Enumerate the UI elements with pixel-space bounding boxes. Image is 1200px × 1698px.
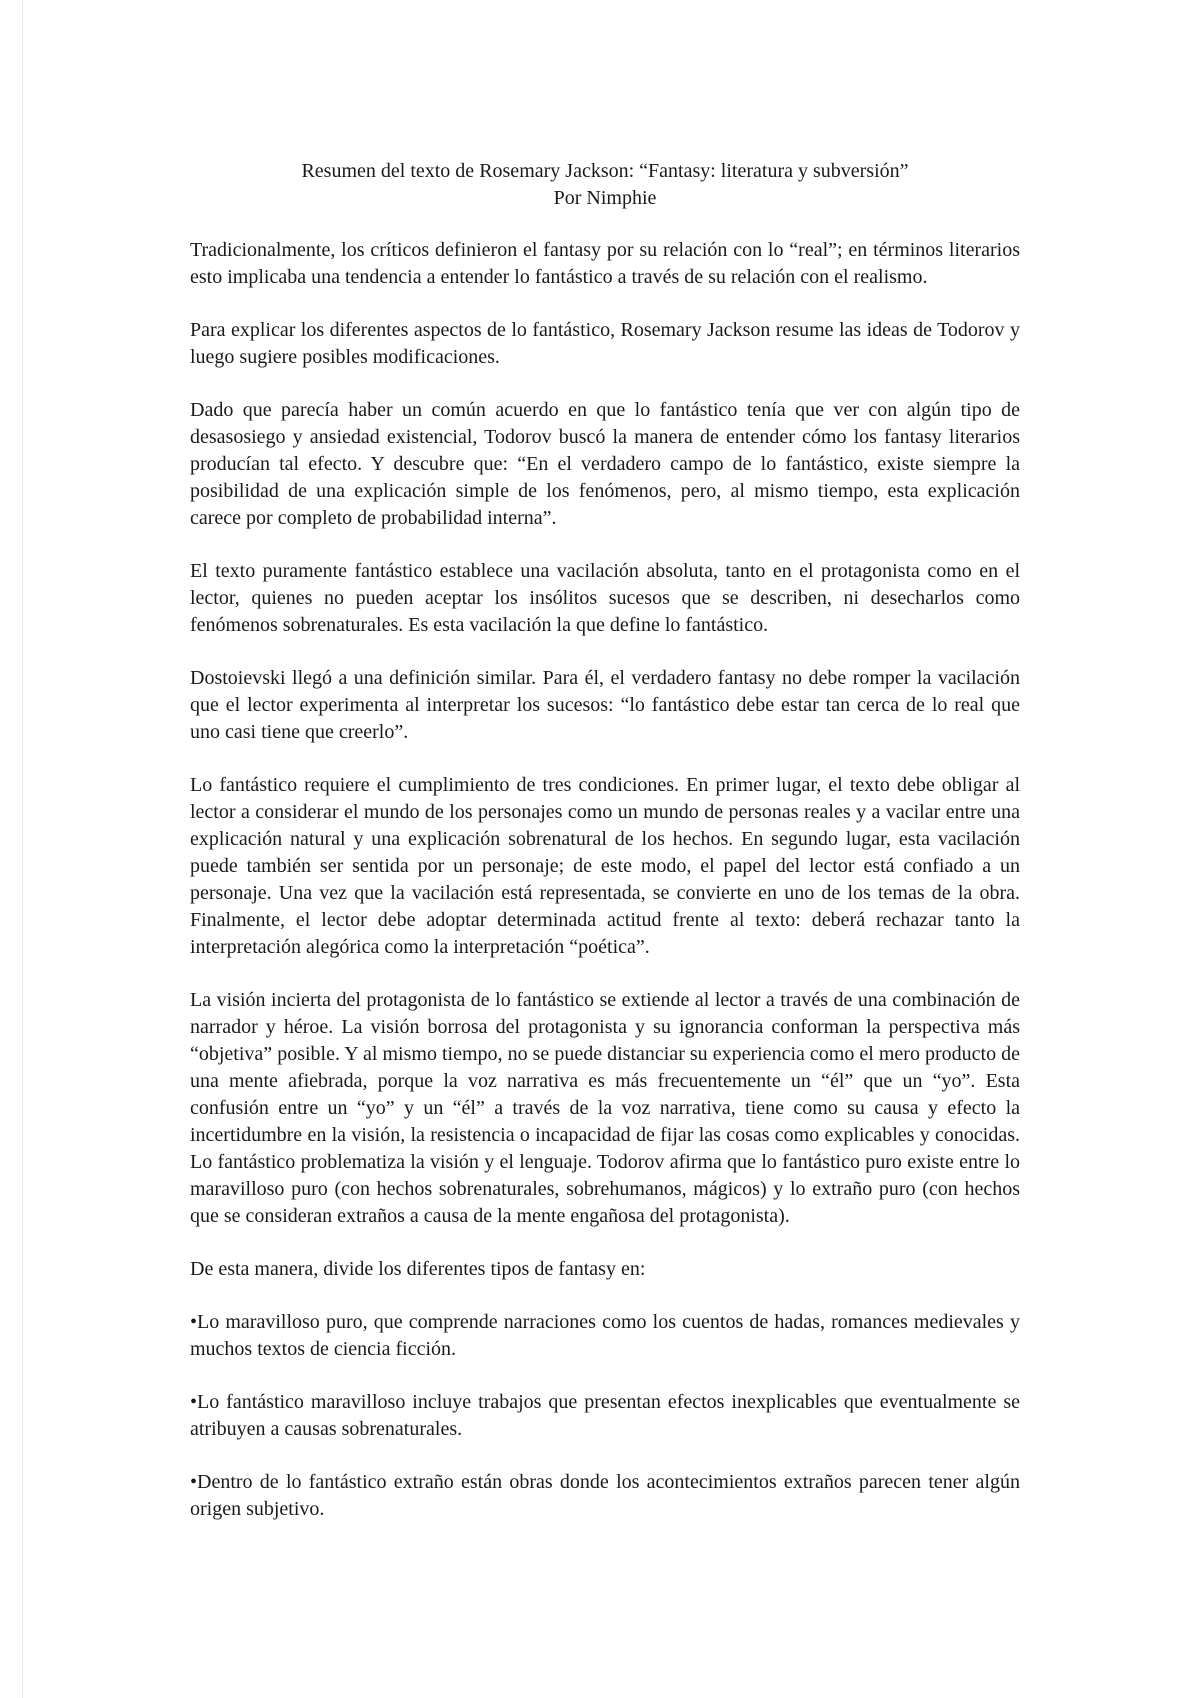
document-title: Resumen del texto de Rosemary Jackson: “Fantasy: literatura y subversión” (301, 160, 909, 182)
paragraph: Dostoievski llegó a una definición similar. Para él, el verdadero fantasy no debe romper la vacilación que el lector experimenta al interpretar los sucesos: “lo fantástico debe estar tan cerca de lo real que uno casi tiene que creerlo”. (190, 667, 1020, 743)
paragraph: Lo fantástico requiere el cumplimiento de tres condiciones. En primer lugar, el texto debe obligar al lector a considerar el mundo de los personajes como un mundo de personas reales y a vacilar entre una explicación natural y una explicación sobrenatural de los hechos. En segundo lugar, esta vacilación puede también ser sentida por un personaje; de este modo, el papel del lector está confiado a un personaje. Una vez que la vacilación está representada, se convierte en uno de los temas de la obra. Finalmente, el lector debe adoptar determinada actitud frente al texto: deberá rechazar tanto la interpretación alegórica como la interpretación “poética”. (190, 774, 1020, 958)
page-edge-line (22, 0, 23, 1698)
paragraph: El texto puramente fantástico establece una vacilación absoluta, tanto en el protagonista como en el lector, quienes no pueden aceptar los insólitos sucesos que se describen, ni desecharlos como fenómenos sobrenaturales. Es esta vacilación la que define lo fantástico. (190, 560, 1020, 636)
paragraph: La visión incierta del protagonista de lo fantástico se extiende al lector a través de una combinación de narrador y héroe. La visión borrosa del protagonista y su ignorancia conforman la perspectiva más “objetiva” posible. Y al mismo tiempo, no se puede distanciar su experiencia como el mero producto de una mente afiebrada, porque la voz narrativa es más frecuentemente un “él” que un “yo”. Esta confusión entre un “yo” y un “él” a través de la voz narrativa, tiene como su causa y efecto la incertidumbre en la visión, la resistencia o incapacidad de fijar las cosas como explicables y conocidas. Lo fantástico problematiza la visión y el lenguaje. Todorov afirma que lo fantástico puro existe entre lo maravilloso puro (con hechos sobrenaturales, sobrehumanos, mágicos) y lo extraño puro (con hechos que se consideran extraños a causa de la mente engañosa del protagonista). (190, 989, 1020, 1227)
document-body (190, 158, 1020, 1549)
document-author: Por Nimphie (553, 187, 657, 209)
paragraph: De esta manera, divide los diferentes tipos de fantasy en: (190, 1258, 646, 1280)
list-item: •Lo fantástico maravilloso incluye trabajos que presentan efectos inexplicables que eventualmente se atribuyen a causas sobrenaturales. (190, 1391, 1020, 1440)
list-item: •Dentro de lo fantástico extraño están obras donde los acontecimientos extraños parecen tener algún origen subjetivo. (190, 1471, 1020, 1520)
paragraph: Dado que parecía haber un común acuerdo en que lo fantástico tenía que ver con algún tipo de desasosiego y ansiedad existencial, Todorov buscó la manera de entender cómo los fantasy literarios producían tal efecto. Y descubre que: “En el verdadero campo de lo fantástico, existe siempre la posibilidad de una explicación simple de los fenómenos, pero, al mismo tiempo, esta explicación carece por completo de probabilidad interna”. (190, 399, 1020, 529)
paragraph: Tradicionalmente, los críticos definieron el fantasy por su relación con lo “real”; en términos literarios esto implicaba una tendencia a entender lo fantástico a través de su relación con el realismo. (190, 239, 1020, 288)
paragraph: Para explicar los diferentes aspectos de lo fantástico, Rosemary Jackson resume las ideas de Todorov y luego sugiere posibles modificaciones. (190, 319, 1020, 368)
document-header (190, 158, 1020, 212)
list-item: •Lo maravilloso puro, que comprende narraciones como los cuentos de hadas, romances medievales y muchos textos de ciencia ficción. (190, 1311, 1020, 1360)
